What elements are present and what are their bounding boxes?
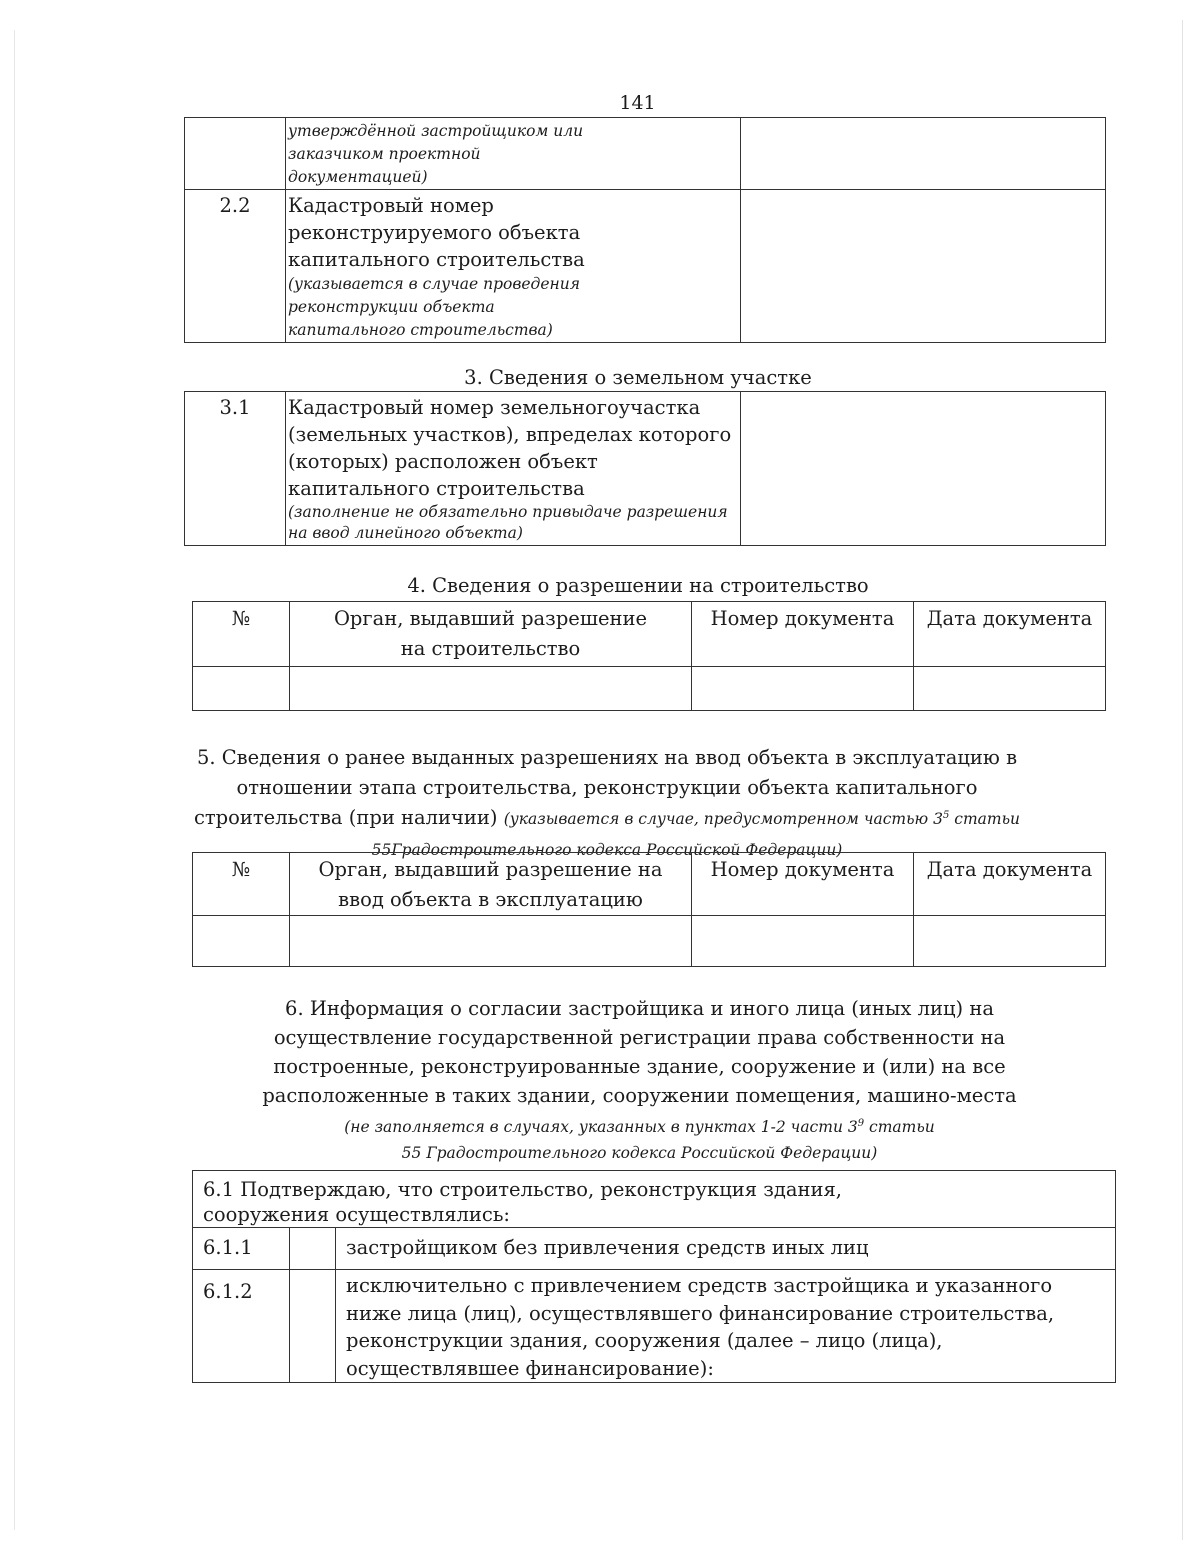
- section6-note: [335, 1114, 945, 1166]
- section5-cell-number: [193, 916, 290, 967]
- section5-table: [192, 852, 1106, 967]
- section5-title: [172, 743, 1042, 865]
- section5-title-main: 5. Сведения о ранее выданных разрешениях на ввод объекта в эксплуатацию в отношении этапа строительства, реконструкции объекта капитального строительства (при наличии): [193, 746, 1018, 829]
- row-2-2-label: Кадастровый номер реконструируемого объекта капитального строительства: [288, 194, 585, 271]
- section6-title: [262, 994, 1017, 1166]
- row-6-1-2-text: исключительно с привлечением средств застройщика и указанного ниже лица (лиц), осуществлявшего финансирование строительства, реконструкции здания, сооружения (далее – лицо (лица), осуществлявшее финансирование):: [336, 1270, 1116, 1383]
- row-6-1: [193, 1171, 1116, 1228]
- section4-cell-authority: [290, 667, 692, 711]
- section2-table: [184, 117, 1106, 343]
- row-2-2-value-cell: [741, 190, 1106, 343]
- section6-note-text: (не заполняется в случаях, указанных в пунктах 1-2 части 3: [344, 1118, 858, 1136]
- section5-header-doc-date: Дата документа: [914, 853, 1106, 916]
- row-6-1-2-number: 6.1.2: [193, 1270, 290, 1383]
- section5-note-text: (указывается в случае, предусмотренном частью 3: [503, 810, 943, 828]
- row-6-1-1-number: 6.1.1: [193, 1228, 290, 1270]
- section4-cell-number: [193, 667, 290, 711]
- section5-cell-authority: [290, 916, 692, 967]
- row-3-1-value-cell: [741, 392, 1106, 546]
- section2-cont-value-cell: [741, 118, 1106, 190]
- section4-cell-doc-number: [692, 667, 914, 711]
- section3-table: [184, 391, 1106, 546]
- row-3-1-number: 3.1: [185, 392, 286, 546]
- section6-note-tail: статьи 55 Градостроительного кодекса Российской Федерации): [401, 1118, 935, 1162]
- row-6-1-1-checkbox[interactable]: [290, 1228, 336, 1270]
- section4-header-doc-number: Номер документа: [692, 602, 914, 667]
- section6-title-main: 6. Информация о согласии застройщика и иного лица (иных лиц) на осуществление государственной регистрации права собственности на построенные, реконструированные здание, сооружение и (или) на все расположенные в таких здании, сооружении помещения, машино-места: [262, 997, 1017, 1107]
- section5-cell-doc-number: [692, 916, 914, 967]
- section6-note-sup: 9: [857, 1117, 865, 1129]
- row-2-2-number: 2.2: [185, 190, 286, 343]
- section5-cell-doc-date: [914, 916, 1106, 967]
- row-3-1-label: Кадастровый номер земельногоучастка (земельных участков), впределах которого (которых) расположен объект капитального строительства: [288, 396, 732, 500]
- section5-header-number: №: [193, 853, 290, 916]
- row-3-1-note: (заполнение не обязательно привыдаче разрешения на ввод линейного объекта): [288, 503, 728, 542]
- scan-edge-left: [14, 30, 15, 1530]
- section5-header-authority: [290, 853, 692, 916]
- scan-edge-right: [1182, 20, 1183, 1540]
- row-6-1-1-text: застройщиком без привлечения средств иных лиц: [336, 1228, 1116, 1270]
- section4-title: 4. Сведения о разрешении на строительство: [407, 574, 869, 597]
- section3-title: 3. Сведения о земельном участке: [464, 366, 812, 389]
- section4-header-doc-date: Дата документа: [914, 602, 1106, 667]
- section2-cont-num-cell: [185, 118, 286, 190]
- section5-note-tail: статьи 55Градостроительного кодекса Российской Федерации): [371, 810, 1021, 859]
- row-2-2-note: (указывается в случае проведения реконструкции объекта капитального строительства): [288, 275, 580, 339]
- row-6-1-text: 6.1 Подтверждаю, что строительство, реконструкция здания, сооружения осуществлялись:: [203, 1178, 842, 1226]
- section5-note-sup: 5: [942, 809, 950, 821]
- section5-header-authority-text: Орган, выдавший разрешение на ввод объекта в эксплуатацию: [318, 858, 663, 911]
- section4-header-authority-text: Орган, выдавший разрешение на строительство: [333, 607, 648, 660]
- row-2-2-label-cell: [286, 190, 741, 343]
- section6-table: [192, 1170, 1116, 1383]
- section2-cont-label-cell: [286, 118, 741, 190]
- row-3-1-label-cell: [286, 392, 741, 546]
- section4-header-number: №: [193, 602, 290, 667]
- section4-table: [192, 601, 1106, 711]
- page-number: 141: [619, 92, 656, 114]
- section4-header-authority: [290, 602, 692, 667]
- section5-header-doc-number: Номер документа: [692, 853, 914, 916]
- section4-cell-doc-date: [914, 667, 1106, 711]
- row-6-1-2-checkbox[interactable]: [290, 1270, 336, 1383]
- section2-cont-text: утверждённой застройщиком или заказчиком проектной документацией): [288, 122, 584, 186]
